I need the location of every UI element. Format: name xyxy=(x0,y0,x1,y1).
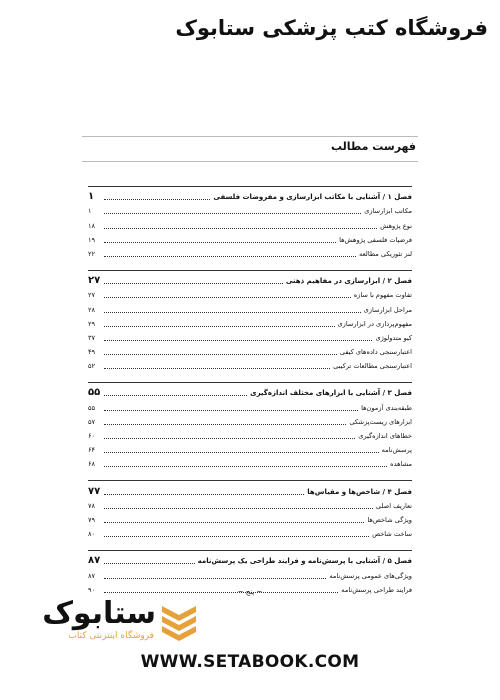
chapter-heading-page: ۲۷ xyxy=(88,275,101,287)
chapter-heading xyxy=(88,554,412,568)
chapter-heading-title: فصل ۴ / شاخص‌ها و مقیاس‌ها xyxy=(307,487,412,496)
chapter-heading xyxy=(88,190,412,204)
toc-entry-page: ۶۰ xyxy=(88,432,96,440)
dot-leader xyxy=(104,241,336,243)
website-url: WWW.SETABOOK.COM xyxy=(140,652,360,672)
toc-entry-title: مراحل ابزارسازی xyxy=(363,305,412,314)
chapter-heading-page: ۷۷ xyxy=(88,485,101,497)
toc-entry xyxy=(88,345,412,359)
dot-leader xyxy=(104,212,361,214)
chapter-heading-page: ۸۷ xyxy=(88,555,101,567)
chapter-divider xyxy=(88,186,412,187)
toc-entry xyxy=(88,233,412,247)
chapter-heading xyxy=(88,484,412,498)
toc-entry-page: ۵۷ xyxy=(88,417,96,426)
setabook-logo xyxy=(38,596,198,644)
dot-leader xyxy=(104,255,356,257)
toc-entry xyxy=(88,331,412,345)
toc-entry xyxy=(88,317,412,331)
toc-entry-page: ۸۷ xyxy=(88,571,96,580)
toc-entry-title: فرایند طراحی پرسش‌نامه xyxy=(341,585,412,594)
chapter-heading-page: ۱ xyxy=(88,191,95,203)
dot-leader xyxy=(104,198,210,200)
toc-entry-page: ۶۸ xyxy=(88,460,96,469)
toc-header xyxy=(82,136,418,162)
toc-entry-title: مشاهده xyxy=(390,460,412,469)
dot-leader xyxy=(104,367,330,369)
dot-leader xyxy=(104,577,326,579)
dot-leader xyxy=(104,562,195,564)
toc-entry-page: ۳۷ xyxy=(88,333,96,342)
table-of-contents xyxy=(88,186,412,606)
dot-leader xyxy=(104,493,304,495)
toc-entry-title: تفاوت مفهوم با سازه xyxy=(353,291,412,300)
toc-entry xyxy=(88,429,412,443)
toc-entry-page: ۵۵ xyxy=(88,403,96,412)
chapter-heading-title: فصل ۵ / آشنایی با پرسش‌نامه و فرایند طراحی یک پرسش‌نامه xyxy=(197,557,412,566)
toc-entry-title: اعتبارسنجی مطالعات ترکیبی xyxy=(333,362,412,371)
chapter-divider xyxy=(88,382,412,383)
dot-leader xyxy=(104,325,335,327)
toc-entry xyxy=(88,359,412,373)
toc-entry-title: تعاریف اصلی xyxy=(375,501,412,510)
toc-entry-page: ۲۲ xyxy=(88,249,96,258)
toc-chapter xyxy=(88,480,412,541)
page-number: ~ پنج ~ xyxy=(237,588,263,596)
toc-entry xyxy=(88,568,412,582)
chapter-divider xyxy=(88,270,412,271)
toc-entry-page: ۱۹ xyxy=(88,235,96,244)
toc-entry-title: ابزارهای زیست‌پزشکی xyxy=(349,417,412,426)
toc-entry-title: مفهوم‌پردازی در ابزارسازی xyxy=(337,319,412,328)
dot-leader xyxy=(104,409,358,411)
toc-entry-page: ۲۸ xyxy=(88,305,96,314)
chapter-heading-title: فصل ۱ / آشنایی با مکاتب ابزارسازی و مفروضات فلسفی xyxy=(213,193,412,202)
logo-wordmark: ستابوک xyxy=(42,596,156,631)
dot-leader xyxy=(104,282,283,284)
dot-leader xyxy=(104,353,337,355)
dot-leader xyxy=(104,465,387,467)
toc-entry-title: پرسش‌نامه xyxy=(381,446,412,455)
dot-leader xyxy=(104,339,372,341)
store-title: فروشگاه کتب پزشکی ستابوک xyxy=(175,16,488,40)
toc-entry-page: ۸۰ xyxy=(88,530,96,539)
chapter-divider xyxy=(88,480,412,481)
toc-entry-title: فرضیات فلسفی پژوهش‌ها xyxy=(339,235,412,244)
toc-entry-title: ویژگی‌های عمومی پرسش‌نامه xyxy=(329,571,412,580)
dot-leader xyxy=(104,451,379,453)
toc-entry-page: ۷۹ xyxy=(88,515,96,524)
toc-entry-title: طبقه‌بندی آزمون‌ها xyxy=(361,403,412,412)
dot-leader xyxy=(104,423,346,425)
toc-entry-page: ۹۰ xyxy=(88,585,96,594)
toc-entry-page: ۲۹ xyxy=(88,319,96,328)
toc-entry-title: ساخت شاخص xyxy=(372,530,412,539)
toc-chapter xyxy=(88,186,412,261)
dot-leader xyxy=(104,521,364,523)
chapter-heading xyxy=(88,386,412,400)
dot-leader xyxy=(104,507,373,509)
dot-leader xyxy=(104,437,355,439)
toc-entry xyxy=(88,415,412,429)
toc-entry-title: لنز تئوریکی مطالعه xyxy=(359,249,412,258)
toc-entry-title: ویژگی شاخص‌ها xyxy=(367,515,412,524)
toc-entry xyxy=(88,513,412,527)
toc-entry-title: کیو متدولوژی xyxy=(375,333,412,342)
toc-entry xyxy=(88,443,412,457)
chapter-heading-page: ۵۵ xyxy=(88,387,101,399)
toc-entry-page: ۱ xyxy=(88,207,92,216)
toc-entry-title: اعتبارسنجی داده‌های کیفی xyxy=(339,348,412,357)
toc-entry xyxy=(88,499,412,513)
toc-entry xyxy=(88,218,412,232)
toc-title: فهرست مطالب xyxy=(330,140,416,153)
toc-entry-page: ۷۸ xyxy=(88,501,96,510)
toc-entry-title: نوع پژوهش xyxy=(380,221,412,230)
dot-leader xyxy=(104,296,351,298)
dot-leader xyxy=(104,227,377,229)
toc-entry-page: ۱۸ xyxy=(88,221,96,230)
toc-entry xyxy=(88,204,412,218)
chapter-heading-title: فصل ۲ / ابزارسازی در مفاهیم ذهنی xyxy=(285,277,412,286)
toc-entry-title: مکاتب ابزارسازی xyxy=(364,207,412,216)
toc-entry-page: ۶۴ xyxy=(88,446,96,455)
toc-entry xyxy=(88,288,412,302)
toc-entry-page: ۲۷ xyxy=(88,291,96,300)
toc-entry xyxy=(88,247,412,261)
toc-chapter xyxy=(88,270,412,373)
toc-entry xyxy=(88,527,412,541)
toc-chapter xyxy=(88,382,412,471)
chapter-divider xyxy=(88,550,412,551)
toc-entry-page: ۴۹ xyxy=(88,348,96,357)
toc-entry-page: ۵۲ xyxy=(88,362,96,371)
dot-leader xyxy=(104,311,361,313)
toc-entry xyxy=(88,302,412,316)
toc-entry-title: خطاهای اندازه‌گیری xyxy=(358,432,412,440)
dot-leader xyxy=(104,394,247,396)
chapter-heading-title: فصل ۳ / آشنایی با ابزارهای مختلف اندازه‌گیری xyxy=(250,389,412,398)
chapter-heading xyxy=(88,274,412,288)
logo-subtitle: فروشگاه اینترنتی کتاب xyxy=(68,631,154,641)
book-stack-icon xyxy=(160,600,198,644)
dot-leader xyxy=(104,535,369,537)
toc-entry xyxy=(88,400,412,414)
toc-entry xyxy=(88,457,412,471)
